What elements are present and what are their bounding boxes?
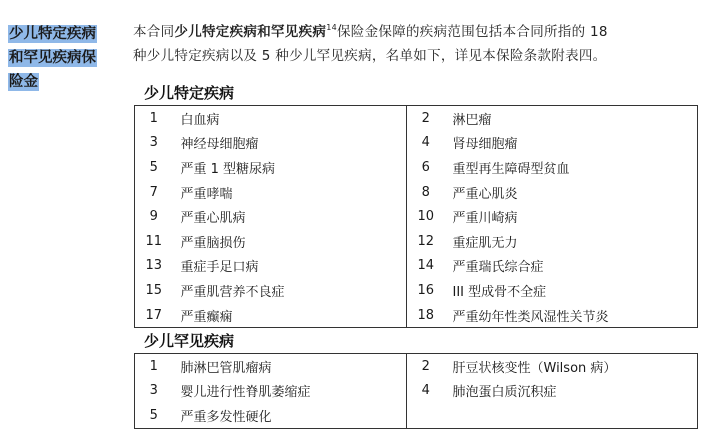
table-row — [135, 278, 698, 303]
rare-diseases-table — [134, 353, 698, 429]
table-row — [135, 204, 698, 229]
side-label-line-3: 险金 — [9, 74, 38, 90]
disease-number: 4 — [421, 383, 430, 399]
disease-number: 15 — [145, 282, 163, 298]
table-row — [135, 403, 698, 428]
disease-number — [407, 403, 445, 428]
disease-name: III 型成骨不全症 — [452, 284, 547, 300]
disease-name: 严重多发性硬化 — [173, 403, 407, 428]
disease-number: 11 — [145, 233, 163, 249]
table-row — [135, 254, 698, 279]
special-diseases-table — [134, 105, 698, 328]
intro-paragraph — [133, 20, 705, 68]
disease-name: 严重肌营养不良症 — [173, 278, 407, 303]
disease-number: 5 — [149, 159, 158, 175]
disease-name: 肺淋巴管肌瘤病 — [173, 354, 407, 379]
disease-number: 16 — [417, 282, 435, 298]
disease-name: 严重幼年性类风湿性关节炎 — [452, 309, 609, 325]
special-diseases-title: 少儿特定疾病 — [144, 84, 235, 102]
disease-number: 12 — [417, 233, 435, 249]
disease-name: 严重川崎病 — [452, 211, 518, 227]
section-side-label — [8, 22, 112, 94]
intro-prefix: 本合同 — [133, 24, 175, 40]
disease-name: 严重哮喘 — [173, 180, 407, 205]
table-row — [135, 303, 698, 328]
disease-number: 9 — [149, 209, 158, 225]
footnote-marker[interactable]: 14 — [326, 23, 337, 32]
disease-name: 白血病 — [173, 106, 407, 131]
disease-name — [445, 403, 698, 428]
disease-name: 肝豆状核变性（Wilson 病） — [452, 360, 617, 376]
disease-number: 5 — [149, 407, 158, 423]
table-row — [135, 180, 698, 205]
disease-number: 1 — [149, 110, 158, 126]
disease-number: 18 — [417, 307, 435, 323]
rare-diseases-title: 少儿罕见疾病 — [144, 332, 235, 350]
disease-number: 13 — [145, 258, 163, 274]
disease-number: 1 — [149, 358, 158, 374]
disease-name: 婴儿进行性脊肌萎缩症 — [173, 379, 407, 404]
disease-name: 肺泡蛋白质沉积症 — [452, 385, 557, 401]
intro-rest-line-1: 保险金保障的疾病范围包括本合同所指的 18 — [337, 24, 608, 40]
disease-name: 淋巴瘤 — [452, 112, 492, 128]
disease-name: 严重癫痫 — [173, 303, 407, 328]
disease-number: 2 — [421, 358, 430, 374]
disease-number: 3 — [149, 135, 158, 151]
disease-number: 3 — [149, 383, 158, 399]
disease-name: 神经母细胞瘤 — [173, 131, 407, 156]
side-label-line-1: 少儿特定疾病 — [9, 26, 96, 42]
table-row — [135, 229, 698, 254]
table-row — [135, 354, 698, 379]
disease-name: 重型再生障碍型贫血 — [452, 161, 570, 177]
table-row — [135, 106, 698, 131]
disease-name: 严重心肌炎 — [452, 186, 518, 202]
table-row — [135, 155, 698, 180]
disease-number: 8 — [421, 184, 430, 200]
intro-line-2: 种少儿特定疾病以及 5 种少儿罕见疾病，名单如下，详见本保险条款附表四。 — [133, 48, 607, 64]
table-row — [135, 131, 698, 156]
disease-number: 6 — [421, 159, 430, 175]
disease-number: 17 — [145, 307, 163, 323]
disease-number: 2 — [421, 110, 430, 126]
disease-name: 严重脑损伤 — [173, 229, 407, 254]
disease-name: 严重 1 型糖尿病 — [173, 155, 407, 180]
disease-number: 10 — [417, 209, 435, 225]
side-label-line-2: 和罕见疾病保 — [9, 50, 96, 66]
intro-bold-term: 少儿特定疾病和罕见疾病 — [174, 24, 327, 40]
table-row — [135, 379, 698, 404]
disease-number: 14 — [417, 258, 435, 274]
disease-name: 肾母细胞瘤 — [452, 137, 518, 153]
disease-name: 严重瑞氏综合症 — [452, 260, 544, 276]
disease-number: 7 — [149, 184, 158, 200]
disease-name: 重症肌无力 — [452, 235, 518, 251]
disease-name: 重症手足口病 — [173, 254, 407, 279]
disease-number: 4 — [421, 135, 430, 151]
disease-name: 严重心肌病 — [173, 204, 407, 229]
